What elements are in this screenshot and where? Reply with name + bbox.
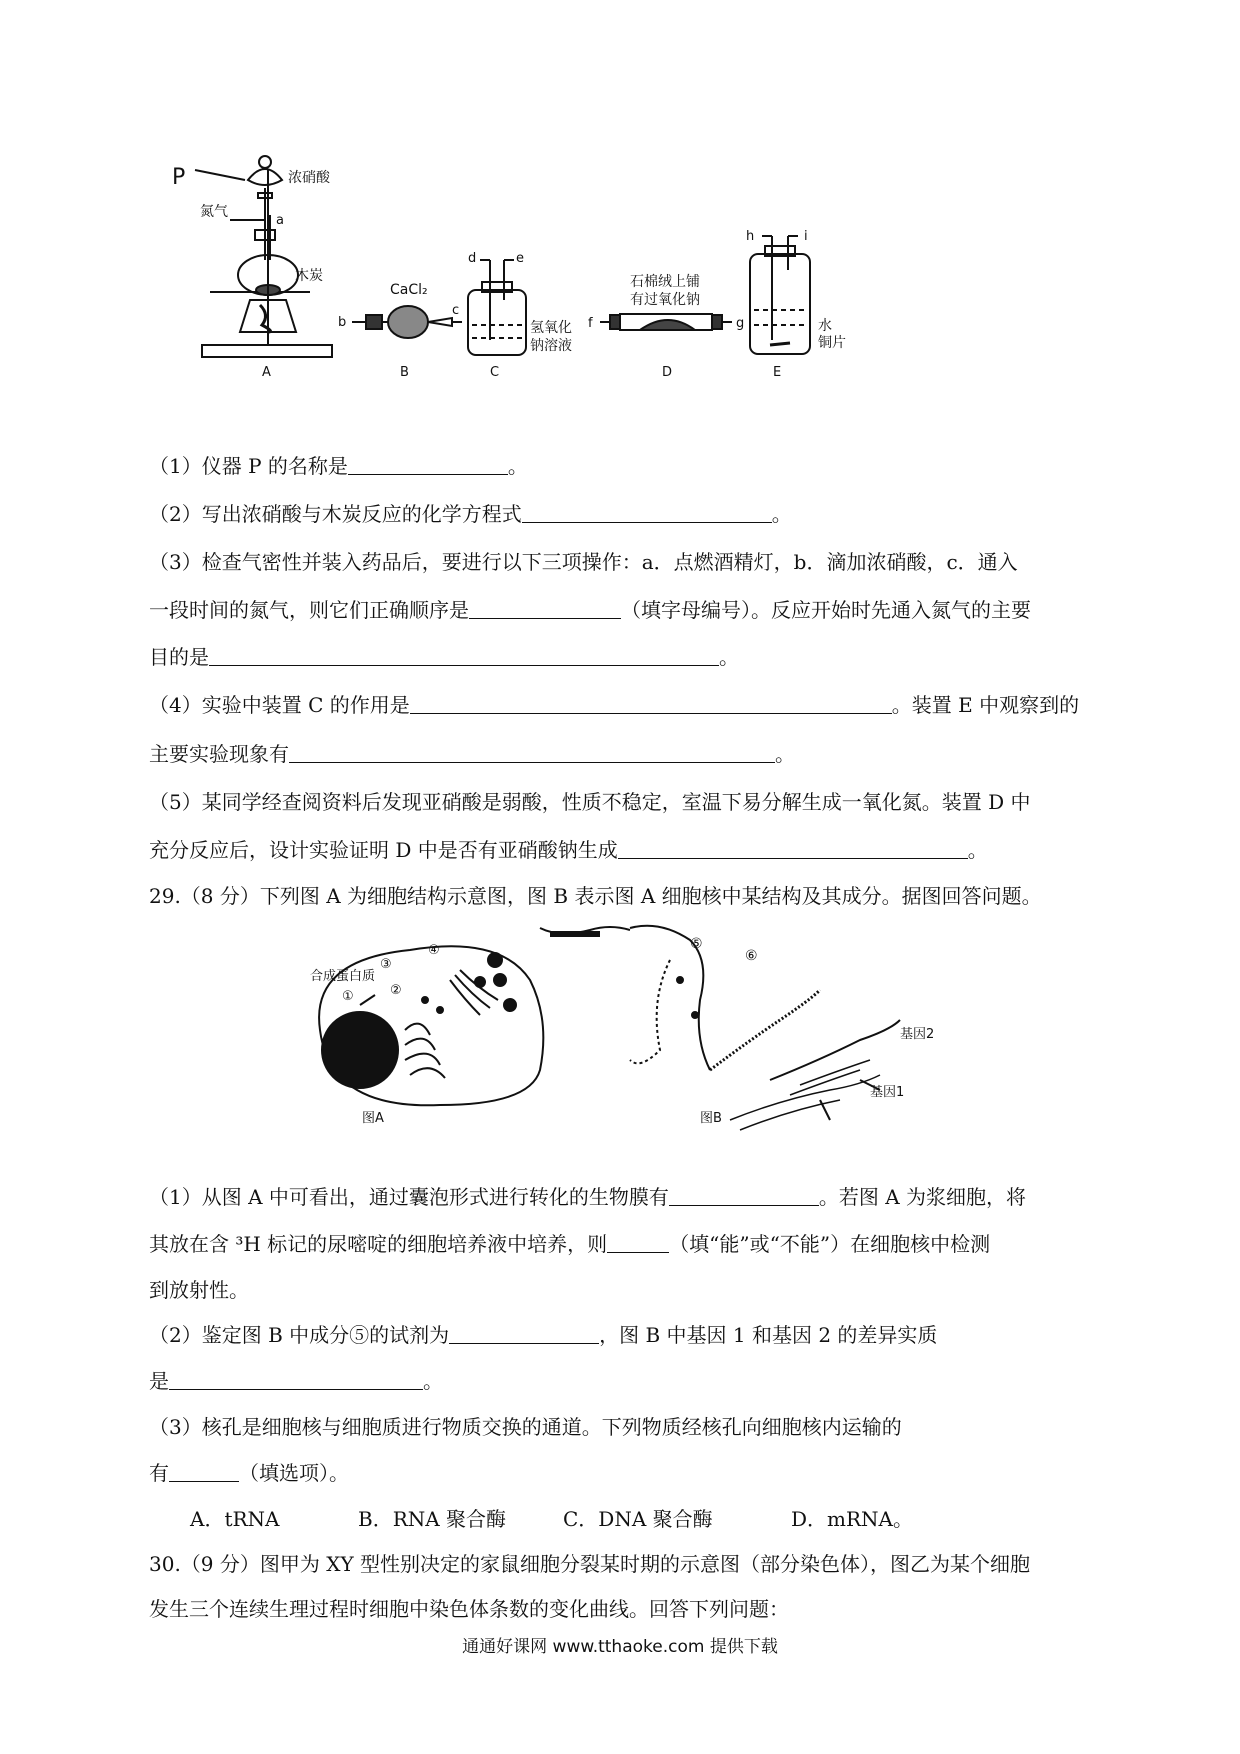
cacl2-label: CaCl₂ — [390, 282, 428, 298]
apparatus-c — [468, 260, 526, 355]
answer-blank[interactable] — [522, 502, 772, 523]
label-b: B — [400, 365, 409, 380]
port-i-label: i — [804, 229, 808, 244]
apparatus-e — [750, 236, 810, 354]
q29-part2-line1: （2）鉴定图 B 中成分⑤的试剂为 ，图 B 中基因 1 和基因 2 的差异实质 — [149, 1323, 938, 1347]
figure-b-gene1-label: 基因1 — [870, 1085, 905, 1100]
figure-a-marker-2: ② — [390, 983, 402, 998]
cell-figures — [300, 920, 1020, 1140]
port-g-label: g — [736, 316, 745, 331]
q30-line1: 30.（9 分）图甲为 XY 型性别决定的家鼠细胞分裂某时期的示意图（部分染色体），图乙为某个细胞 — [149, 1552, 1031, 1576]
q28-part5-line2: 充分反应后，设计实验证明 D 中是否有亚硝酸钠生成 。 — [149, 838, 988, 862]
figure-a-marker-3: ③ — [380, 957, 392, 972]
naoh-label-2: 钠溶液 — [530, 338, 572, 354]
answer-blank[interactable] — [348, 454, 508, 475]
figure-b-marker-5: ⑤ — [690, 936, 703, 952]
answer-blank[interactable] — [669, 1185, 819, 1206]
port-f-label: f — [588, 316, 593, 331]
q28-part2: （2）写出浓硝酸与木炭反应的化学方程式 。 — [149, 502, 792, 526]
answer-blank[interactable] — [618, 838, 968, 859]
q28-part4-line1: （4）实验中装置 C 的作用是 。装置 E 中观察到的 — [149, 693, 1080, 717]
q29-part1-line2: 其放在含 ³H 标记的尿嘧啶的细胞培养液中培养，则 （填“能”或“不能”）在细胞核中检测 — [149, 1232, 991, 1256]
p-label: P — [172, 165, 186, 190]
figure-b-caption: 图B — [700, 1111, 722, 1126]
answer-blank[interactable] — [449, 1323, 599, 1344]
q28-part3-line2: 一段时间的氮气，则它们正确顺序是 （填字母编号）。反应开始时先通入氮气的主要 — [149, 598, 1031, 622]
q29-part1-line3: 到放射性。 — [149, 1278, 249, 1302]
asbestos-label-2: 有过氧化钠 — [630, 292, 700, 308]
figure-a-caption: 图A — [362, 1111, 384, 1126]
q29-part2-line2: 是 。 — [149, 1369, 443, 1393]
figure-a-marker-4: ④ — [428, 943, 440, 958]
q30-line2: 发生三个连续生理过程时细胞中染色体条数的变化曲线。回答下列问题： — [149, 1597, 789, 1621]
option-d[interactable]: D．mRNA。 — [791, 1507, 914, 1531]
port-c-label: c — [452, 303, 460, 318]
figure-b-gene2-label: 基因2 — [900, 1027, 935, 1042]
answer-blank[interactable] — [607, 1232, 669, 1253]
q29-part3-line2: 有 （填选项）。 — [149, 1461, 349, 1485]
answer-blank[interactable] — [169, 1369, 423, 1390]
nitrogen-label: 氮气 — [200, 204, 228, 220]
label-c: C — [490, 365, 500, 380]
footer-credit: 通通好课网 www.tthaoke.com 提供下载 — [462, 1637, 778, 1657]
asbestos-label-1: 石棉绒上铺 — [630, 274, 700, 290]
apparatus-b — [352, 306, 462, 338]
port-a-label: a — [276, 213, 284, 228]
answer-blank[interactable] — [169, 1461, 239, 1482]
water-label: 水 — [818, 318, 832, 334]
option-b[interactable]: B．RNA 聚合酶 — [358, 1507, 507, 1531]
q28-part3-line3: 目的是 。 — [149, 645, 739, 669]
figure-a-synth-label: 合成蛋白质 — [310, 969, 376, 984]
q29-part1-line1: （1）从图 A 中可看出，通过囊泡形式进行转化的生物膜有 。若图 A 为浆细胞，将 — [149, 1185, 1027, 1209]
naoh-label-1: 氢氧化 — [530, 320, 572, 336]
label-e: E — [773, 365, 782, 380]
q28-part4-line2: 主要实验现象有 。 — [149, 742, 795, 766]
q29-part3-line1: （3）核孔是细胞核与细胞质进行物质交换的通道。下列物质经核孔向细胞核内运输的 — [149, 1415, 902, 1439]
answer-blank[interactable] — [209, 645, 719, 666]
apparatus-figure — [172, 150, 970, 430]
label-d: D — [662, 365, 673, 380]
answer-blank[interactable] — [289, 742, 775, 763]
option-c[interactable]: C．DNA 聚合酶 — [563, 1507, 713, 1531]
option-a[interactable]: A．tRNA — [190, 1507, 280, 1531]
copper-label: 铜片 — [818, 335, 846, 351]
figure-b-marker-6: ⑥ — [745, 948, 758, 964]
apparatus-d — [600, 314, 732, 330]
port-b-label: b — [338, 315, 347, 330]
charcoal-label: 木炭 — [295, 268, 323, 284]
port-h-label: h — [746, 229, 755, 244]
answer-blank[interactable] — [410, 693, 892, 714]
port-d-label: d — [468, 251, 477, 266]
q28-part3-line1: （3）检查气密性并装入药品后，要进行以下三项操作：a．点燃酒精灯，b．滴加浓硝酸，c．通入 — [149, 550, 1018, 574]
apparatus-a — [195, 156, 332, 357]
port-e-label: e — [516, 251, 524, 266]
q28-part1: （1）仪器 P 的名称是 。 — [149, 454, 528, 478]
label-a: A — [262, 365, 271, 380]
figure-a-marker-1: ① — [342, 989, 354, 1004]
conc-nitric-label: 浓硝酸 — [288, 170, 330, 186]
answer-blank[interactable] — [469, 598, 621, 619]
figure-b-chromosome — [540, 926, 900, 1130]
q28-part5-line1: （5）某同学经查阅资料后发现亚硝酸是弱酸，性质不稳定，室温下易分解生成一氧化氮。装置 D 中 — [149, 790, 1031, 814]
q29-options — [190, 1505, 1138, 1533]
q29-heading: 29.（8 分）下列图 A 为细胞结构示意图，图 B 表示图 A 细胞核中某结构及其成分。据图回答问题。 — [149, 884, 1042, 908]
